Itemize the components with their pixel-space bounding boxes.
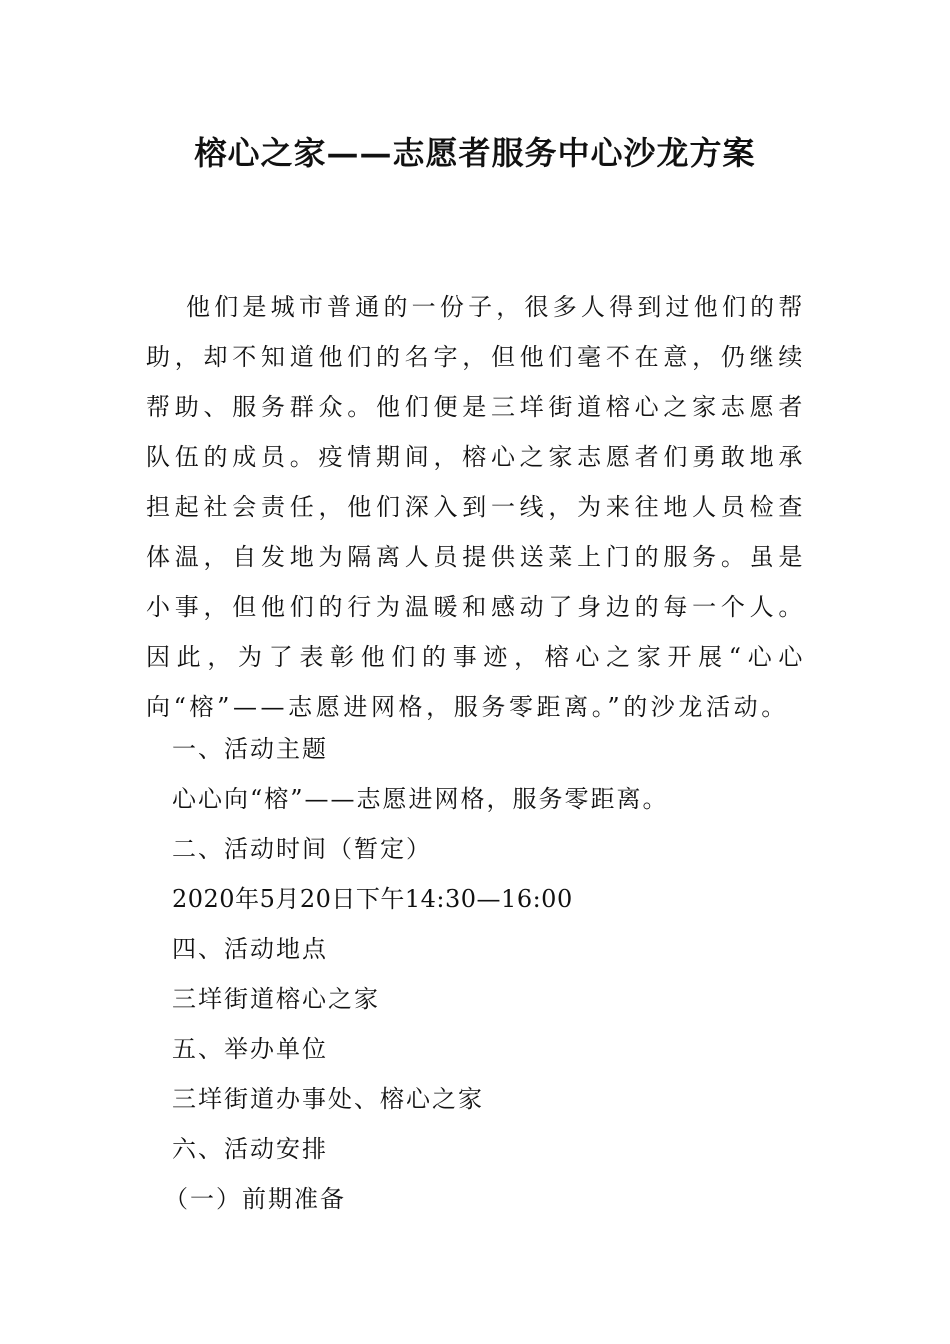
location-heading: 四、活动地点 xyxy=(172,935,328,963)
location-text: 三垟街道榕心之家 xyxy=(172,985,380,1013)
organizer-text: 三垟街道办事处、榕心之家 xyxy=(172,1085,484,1113)
preparation-heading: （一）前期准备 xyxy=(164,1185,346,1213)
theme-heading: 一、活动主题 xyxy=(172,735,328,763)
document-title: 榕心之家——志愿者服务中心沙龙方案 xyxy=(194,134,756,172)
time-text: 2020年5月20日下午14:30—16:00 xyxy=(172,885,573,913)
time-heading: 二、活动时间（暂定） xyxy=(172,835,432,863)
theme-text: 心心向“榕”——志愿进网格，服务零距离。 xyxy=(172,785,669,813)
intro-paragraph: 他们是城市普通的一份子，很多人得到过他们的帮助，却不知道他们的名字，但他们毫不在意，仍继续帮助、服务群众。他们便是三垟街道榕心之家志愿者队伍的成员。疫情期间，榕心之家志愿者们勇敢地承担起社会责任，他们深入到一线，为来往地人员检查体温，自发地为隔离人员提供送菜上门的服务。虽是小事，但他们的行为温暖和感动了身边的每一个人。因此，为了表彰他们的事迹，榕心之家开展“心心向“榕”——志愿进网格，服务零距离。”的沙龙活动。 xyxy=(146,293,806,721)
arrangement-heading: 六、活动安排 xyxy=(172,1135,328,1163)
organizer-heading: 五、举办单位 xyxy=(172,1035,328,1063)
